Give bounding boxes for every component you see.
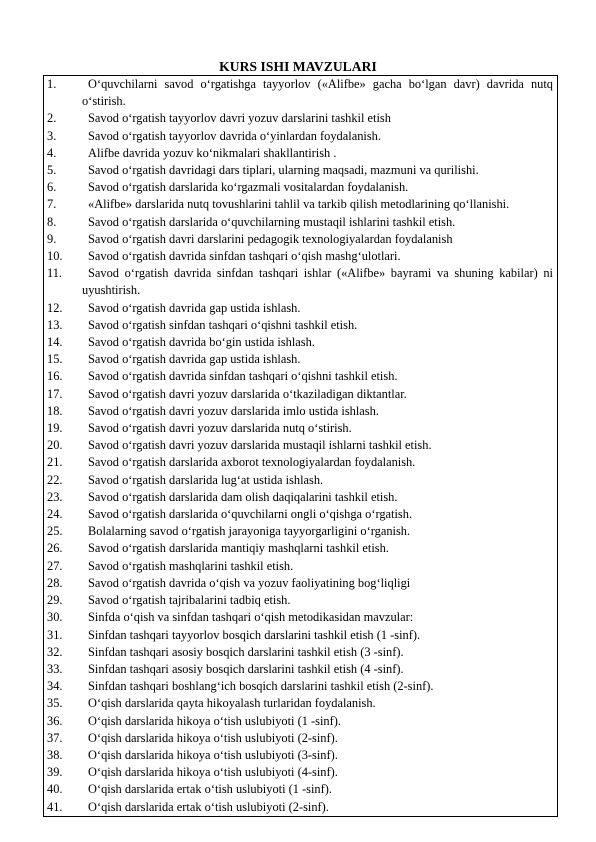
list-item xyxy=(44,627,557,644)
list-item xyxy=(44,76,557,110)
item-text: Savod o‘rgatish davri yozuv darslarida imlo ustida ishlash. xyxy=(88,403,379,418)
item-text: Savod o‘rgatish darslarida axborot texnologiyalardan foydalanish. xyxy=(88,455,416,470)
item-text: Alifbe davrida yozuv ko‘nikmalari shakllantirish . xyxy=(88,145,337,160)
item-text: Savod o‘rgatish darslarida ko‘rgazmali vositalardan foydalanish. xyxy=(88,180,409,195)
list-item xyxy=(44,575,557,592)
item-number: 2. xyxy=(47,111,57,126)
item-text: Savod o‘rgatish davri yozuv darslarida nutq o‘stirish. xyxy=(88,421,352,436)
item-number: 40. xyxy=(47,782,63,797)
item-number: 13. xyxy=(47,317,63,332)
item-number: 39. xyxy=(47,765,63,780)
list-item xyxy=(44,179,557,196)
item-number: 11. xyxy=(47,266,63,281)
item-text: Sinfdan tashqari tayyorlov bosqich darslarini tashkil etish (1 -sinf). xyxy=(88,627,421,642)
item-number: 41. xyxy=(47,799,63,814)
list-item xyxy=(44,214,557,231)
item-text: Savod o‘rgatish tayyorlov davrida o‘yinlardan foydalanish. xyxy=(88,128,381,143)
item-number: 16. xyxy=(47,369,63,384)
item-text: «Alifbe» darslarida nutq tovushlarini tahlil va tarkib qilish metodlarining qo‘llanishi. xyxy=(88,197,510,212)
list-item xyxy=(44,799,557,816)
item-text: Savod o‘rgatish darslarida mantiqiy mashqlarni tashkil etish. xyxy=(88,541,389,556)
item-text: Savod o‘rgatish davrida sinfdan tashqari ishlar («Alifbe» bayrami va shuning kabilar) ni uyushtirish. xyxy=(82,266,553,298)
list-item xyxy=(44,609,557,626)
item-number: 24. xyxy=(47,507,63,522)
list-item xyxy=(44,454,557,471)
item-text: O‘qish darslarida ertak o‘tish uslubiyoti (1 -sinf). xyxy=(88,782,332,797)
item-text: Savod o‘rgatish davri yozuv darslarida mustaqil ishlarni tashkil etish. xyxy=(88,438,432,453)
list-item xyxy=(44,145,557,162)
list-item xyxy=(44,110,557,127)
item-text: Savod o‘rgatish davrida gap ustida ishlash. xyxy=(88,352,301,367)
item-text: Savod o‘rgatish tajribalarini tadbiq etish. xyxy=(88,593,291,608)
list-item xyxy=(44,351,557,368)
topic-list xyxy=(43,75,558,817)
list-item xyxy=(44,540,557,557)
list-item xyxy=(44,403,557,420)
item-text: Savod o‘rgatish sinfdan tashqari o‘qishni tashkil etish. xyxy=(88,317,358,332)
item-number: 29. xyxy=(47,593,63,608)
item-number: 23. xyxy=(47,489,63,504)
item-number: 4. xyxy=(47,145,57,160)
list-item xyxy=(44,368,557,385)
item-text: Savod o‘rgatish davrida gap ustida ishlash. xyxy=(88,300,301,315)
item-text: Savod o‘rgatish tayyorlov davri yozuv darslarini tashkil etish xyxy=(88,111,391,126)
list-item xyxy=(44,781,557,798)
item-number: 6. xyxy=(47,180,57,195)
item-number: 28. xyxy=(47,575,63,590)
item-text: Savod o‘rgatish darslarida lug‘at ustida ishlash. xyxy=(88,472,324,487)
list-item xyxy=(44,678,557,695)
item-text: O‘qish darslarida hikoya o‘tish uslubiyoti (2-sinf). xyxy=(88,730,338,745)
item-text: Savod o‘rgatish darslarida o‘quvchilarni ongli o‘qishga o‘rgatish. xyxy=(88,507,413,522)
item-text: O‘qish darslarida hikoya o‘tish uslubiyoti (4-sinf). xyxy=(88,765,338,780)
page-title: KURS ISHI MAVZULARI xyxy=(219,59,377,74)
item-number: 21. xyxy=(47,455,63,470)
list-item xyxy=(44,695,557,712)
list-item xyxy=(44,248,557,265)
item-number: 8. xyxy=(47,214,57,229)
item-number: 1. xyxy=(47,77,57,91)
item-number: 7. xyxy=(47,197,57,212)
list-item xyxy=(44,730,557,747)
item-text: O‘qish darslarida qayta hikoyalash turlaridan foydalanish. xyxy=(88,696,376,711)
item-number: 10. xyxy=(47,249,63,264)
item-number: 15. xyxy=(47,352,63,367)
item-number: 18. xyxy=(47,403,63,418)
item-text: Savod o‘rgatish davri darslarini pedagogik texnologiyalardan foydalanish xyxy=(88,231,453,246)
item-number: 38. xyxy=(47,747,63,762)
item-text: Savod o‘rgatish davrida sinfdan tashqari o‘qishni tashkil etish. xyxy=(88,369,398,384)
list-item xyxy=(44,506,557,523)
list-item xyxy=(44,472,557,489)
item-number: 5. xyxy=(47,163,57,178)
item-number: 27. xyxy=(47,558,63,573)
list-item xyxy=(44,420,557,437)
item-text: Sinfda o‘qish va sinfdan tashqari o‘qish metodikasidan mavzular: xyxy=(88,610,414,625)
item-text: Savod o‘rgatish davri yozuv darslarida o‘tkaziladigan diktantlar. xyxy=(88,386,407,401)
item-number: 30. xyxy=(47,610,63,625)
item-text: Sinfdan tashqari asosiy bosqich darslarini tashkil etish (3 -sinf). xyxy=(88,644,404,659)
list-item xyxy=(44,644,557,661)
item-text: O‘qish darslarida hikoya o‘tish uslubiyoti (1 -sinf). xyxy=(88,713,341,728)
list-item xyxy=(44,265,557,299)
list-item xyxy=(44,300,557,317)
item-number: 32. xyxy=(47,644,63,659)
list-item xyxy=(44,437,557,454)
item-number: 12. xyxy=(47,300,63,315)
item-number: 20. xyxy=(47,438,63,453)
item-text: Bolalarning savod o‘rgatish jarayoniga tayyorgarligini o‘rganish. xyxy=(88,524,411,539)
item-text: Savod o‘rgatish darslarida dam olish daqiqalarini tashkil etish. xyxy=(88,489,398,504)
item-text: Savod o‘rgatish davrida o‘qish va yozuv faoliyatining bog‘liqligi xyxy=(88,575,411,590)
list-item xyxy=(44,317,557,334)
item-text: O‘qish darslarida ertak o‘tish uslubiyoti (2-sinf). xyxy=(88,799,329,814)
item-number: 33. xyxy=(47,661,63,676)
item-text: Savod o‘rgatish davridagi dars tiplari, ularning maqsadi, mazmuni va qurilishi. xyxy=(88,163,479,178)
list-item xyxy=(44,162,557,179)
item-text: O‘quvchilarni savod o‘rgatishga tayyorlov («Alifbe» gacha bo‘lgan davr) davrida nutq o‘stirish. xyxy=(82,77,553,109)
list-item xyxy=(44,592,557,609)
list-item xyxy=(44,334,557,351)
item-number: 19. xyxy=(47,421,63,436)
list-item xyxy=(44,489,557,506)
item-number: 9. xyxy=(47,231,57,246)
list-item xyxy=(44,661,557,678)
item-number: 37. xyxy=(47,730,63,745)
item-number: 34. xyxy=(47,679,63,694)
item-number: 36. xyxy=(47,713,63,728)
item-number: 17. xyxy=(47,386,63,401)
item-text: Savod o‘rgatish davrida bo‘gin ustida ishlash. xyxy=(88,335,315,350)
item-text: Savod o‘rgatish mashqlarini tashkil etish. xyxy=(88,558,294,573)
item-number: 3. xyxy=(47,128,57,143)
item-text: Savod o‘rgatish davrida sinfdan tashqari o‘qish mashg‘ulotlari. xyxy=(88,249,401,264)
list-item xyxy=(44,231,557,248)
list-item xyxy=(44,713,557,730)
list-item xyxy=(44,558,557,575)
item-number: 35. xyxy=(47,696,63,711)
item-text: Sinfdan tashqari asosiy bosqich darslarini tashkil etish (4 -sinf). xyxy=(88,661,404,676)
item-text: Savod o‘rgatish darslarida o‘quvchilarning mustaqil ishlarini tashkil etish. xyxy=(88,214,456,229)
item-number: 22. xyxy=(47,472,63,487)
list-item xyxy=(44,128,557,145)
list-item xyxy=(44,764,557,781)
item-text: Sinfdan tashqari boshlang‘ich bosqich darslarini tashkil etish (2-sinf). xyxy=(88,679,434,694)
list-item xyxy=(44,386,557,403)
item-number: 31. xyxy=(47,627,63,642)
item-number: 26. xyxy=(47,541,63,556)
item-text: O‘qish darslarida hikoya o‘tish uslubiyoti (3-sinf). xyxy=(88,747,338,762)
item-number: 14. xyxy=(47,335,63,350)
list-item xyxy=(44,523,557,540)
list-item xyxy=(44,747,557,764)
list-item xyxy=(44,196,557,213)
item-number: 25. xyxy=(47,524,63,539)
